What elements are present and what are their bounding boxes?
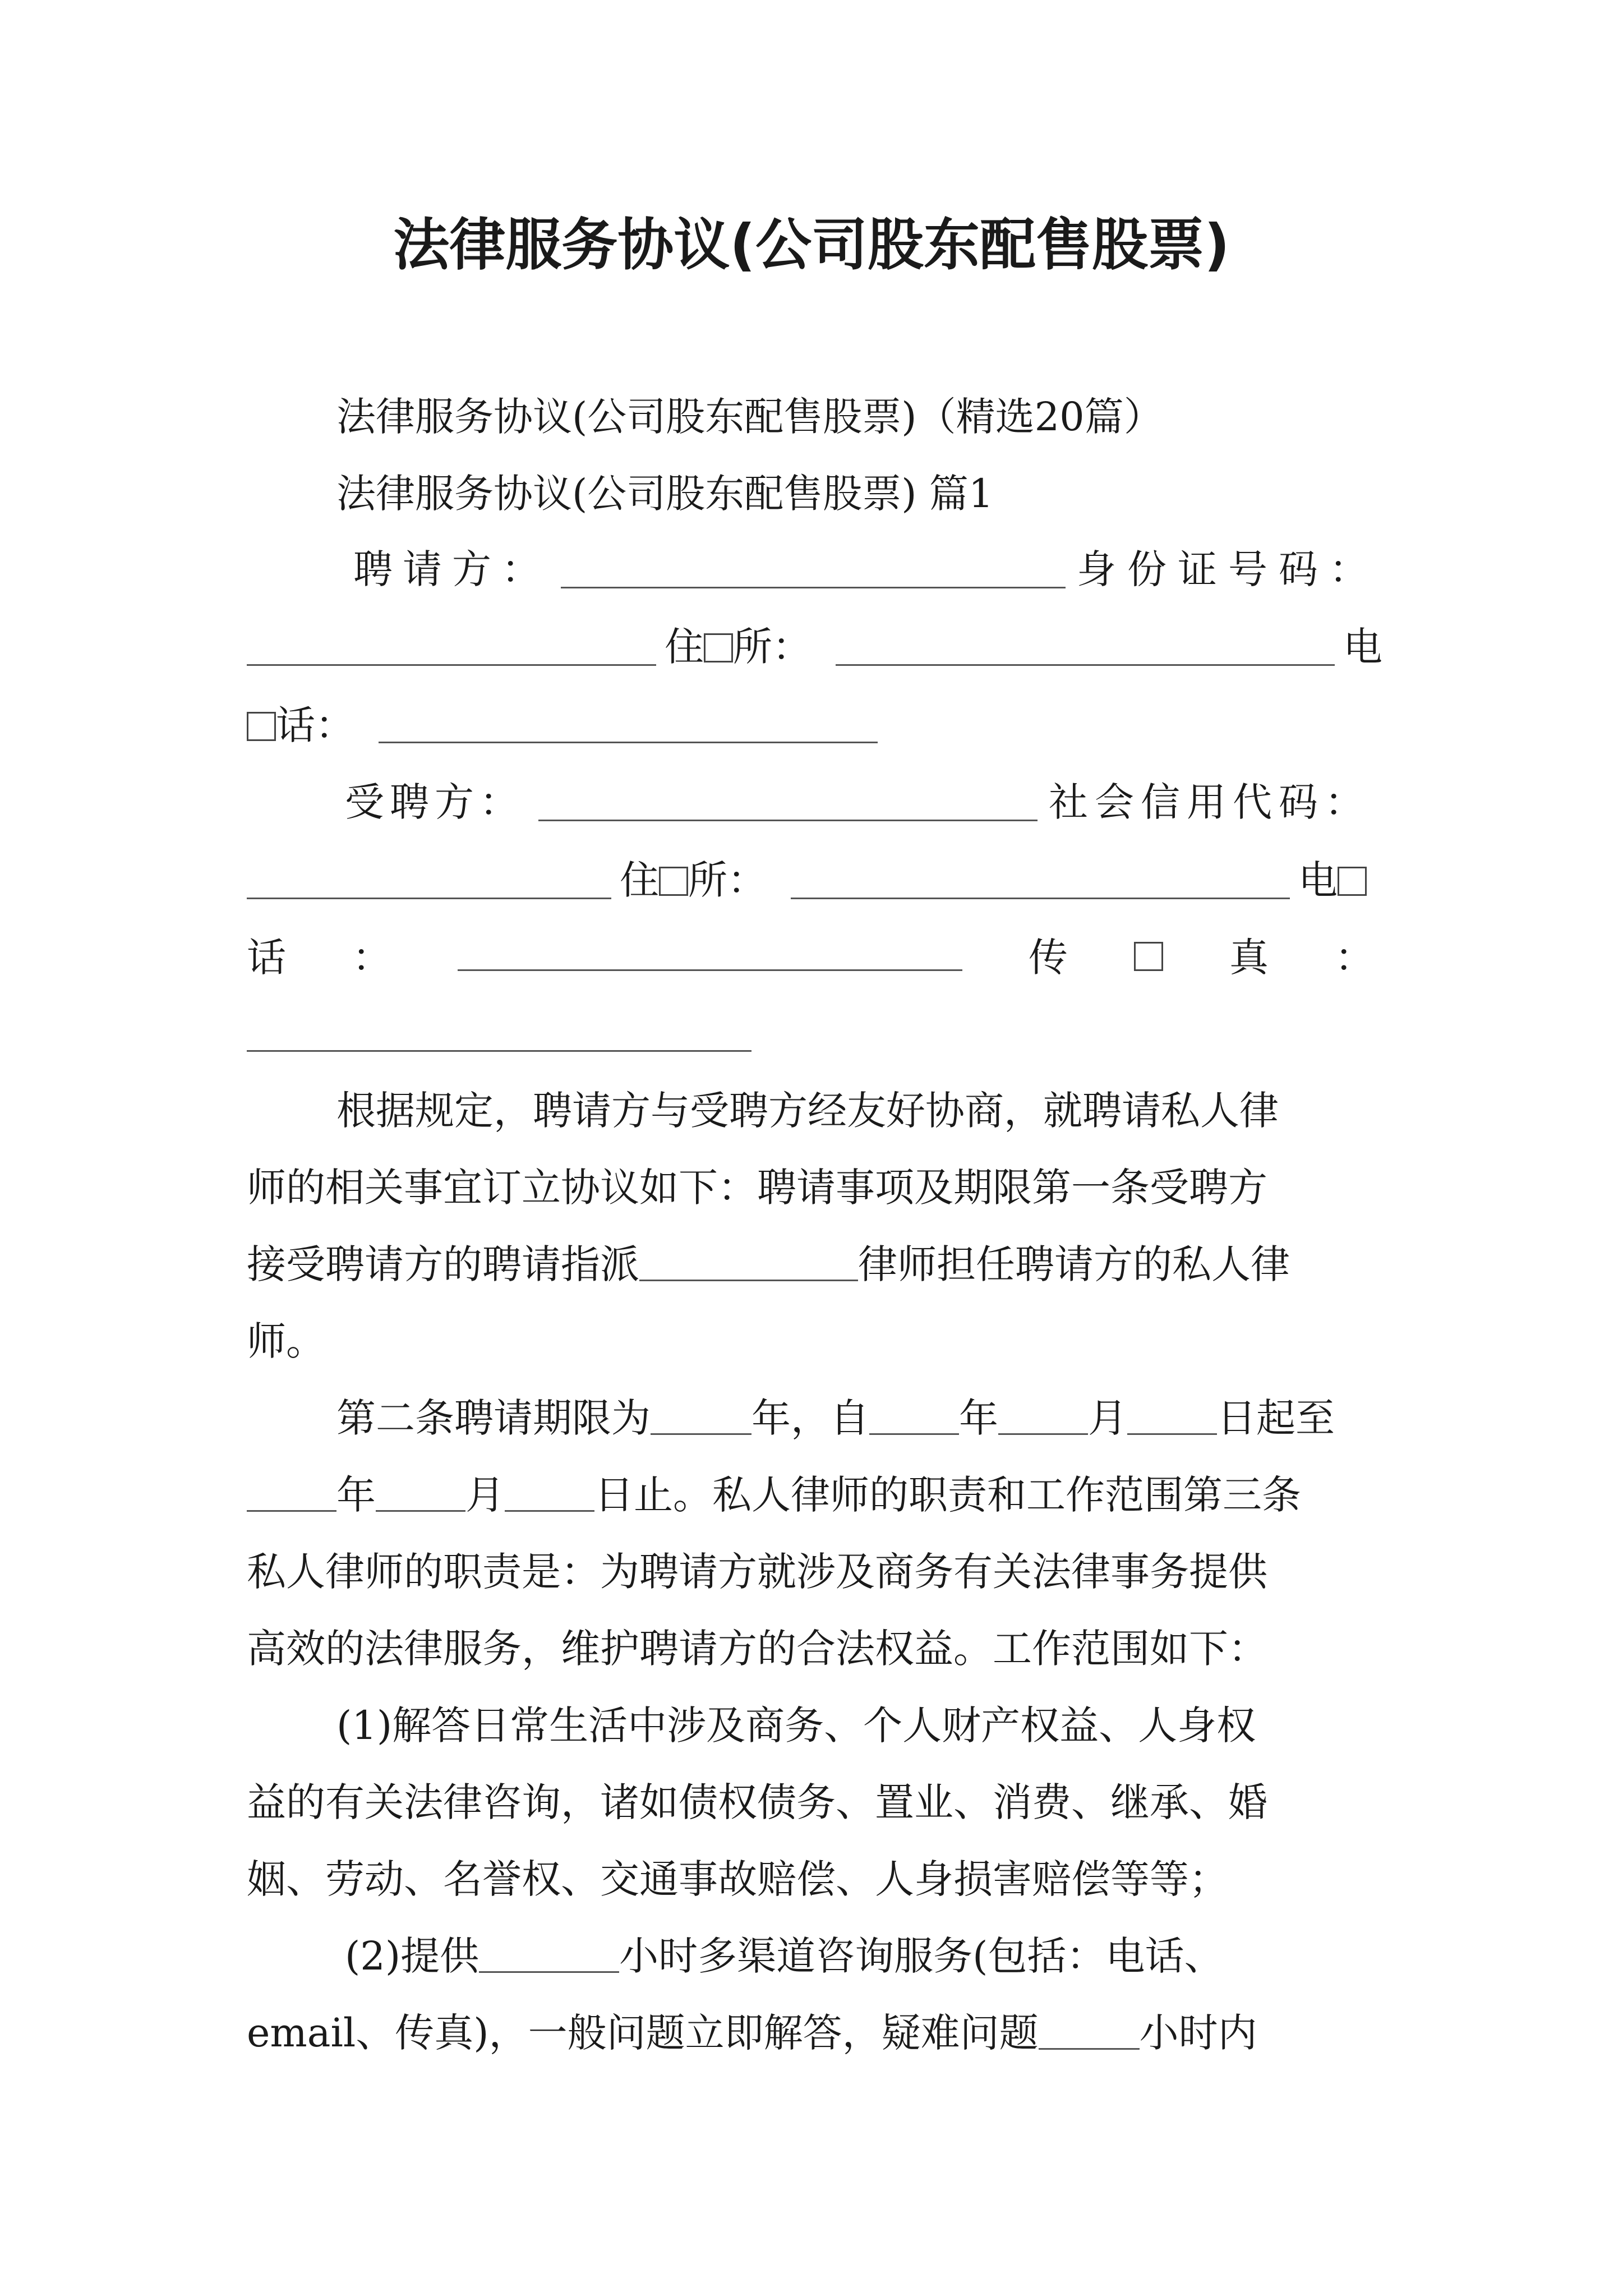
document-title: 法律服务协议(公司股东配售股票) xyxy=(393,212,1230,278)
employer-name-blank xyxy=(561,587,1066,588)
employer-address-label: 住 所： xyxy=(665,624,811,670)
box-icon xyxy=(1338,867,1367,896)
end-year-blank xyxy=(247,1510,336,1512)
box-icon xyxy=(704,633,733,662)
box-icon xyxy=(247,712,276,741)
start-month-blank xyxy=(998,1433,1088,1435)
employee-phone-colon: ： xyxy=(352,935,391,981)
body-text: 接受聘请方的聘请指派 律师担任聘请方的私人律 xyxy=(247,1241,1290,1287)
employee-label: 受聘方： xyxy=(345,779,524,825)
body-text: email、传真)，一般问题立即解答，疑难问题 小时内 xyxy=(247,2010,1257,2056)
end-day-blank xyxy=(505,1510,594,1512)
body-text: 年 月 日止。私人律师的职责和工作范围第三条 xyxy=(247,1467,1301,1523)
body-text: 师。 xyxy=(247,1318,325,1364)
employee-name-blank xyxy=(538,820,1038,821)
employee-fax-blank xyxy=(247,1050,751,1052)
employee-fax-label-b: 真 xyxy=(1229,935,1269,981)
start-year-blank xyxy=(869,1433,959,1435)
body-text: 师的相关事宜订立协议如下：聘请事项及期限第一条受聘方 xyxy=(247,1165,1267,1211)
box-icon xyxy=(659,867,688,896)
article-heading: 法律服务协议(公司股东配售股票) 篇1 xyxy=(336,471,994,517)
term-years-blank xyxy=(651,1433,751,1435)
employer-id-blank xyxy=(247,664,656,666)
service-hours-blank xyxy=(479,1971,619,1973)
employee-phone-blank xyxy=(458,969,962,971)
employee-credit-code-blank xyxy=(247,898,611,899)
box-icon xyxy=(1134,942,1163,971)
employer-id-label: 身份证号码： xyxy=(1077,546,1380,592)
employee-phone-fax-line xyxy=(247,930,1374,986)
body-text: 姻、劳动、名誉权、交通事故赔偿、人身损害赔偿等等； xyxy=(247,1856,1228,1902)
body-text: 私人律师的职责是：为聘请方就涉及商务有关法律事务提供 xyxy=(247,1549,1267,1595)
body-text: (2)提供 小时多渠道咨询服务(包括：电话、 xyxy=(345,1933,1224,1979)
employer-phone-label: 话： xyxy=(247,697,354,753)
employee-fax-label-a: 传 xyxy=(1029,935,1068,981)
employer-phone-label-a: 电 xyxy=(1343,624,1382,670)
employer-address-blank xyxy=(836,664,1335,666)
employer-label: 聘请方： xyxy=(353,546,551,592)
end-month-blank xyxy=(376,1510,465,1512)
employee-address-blank xyxy=(791,898,1290,899)
lawyer-name-blank xyxy=(639,1280,858,1281)
employee-phone-label-a: 电 xyxy=(1298,852,1367,908)
body-text: 高效的法律服务，维护聘请方的合法权益。工作范围如下： xyxy=(247,1626,1267,1672)
employee-credit-code-label: 社会信用代码： xyxy=(1049,779,1371,825)
body-text: 第二条聘请期限为 年，自 年 月 日起至 xyxy=(336,1395,1335,1441)
body-text: (1)解答日常生活中涉及商务、个人财产权益、人身权 xyxy=(336,1703,1256,1749)
start-day-blank xyxy=(1127,1433,1217,1435)
employee-address-label: 住 所： xyxy=(620,857,767,903)
employer-phone-blank xyxy=(379,742,878,743)
subtitle: 法律服务协议(公司股东配售股票)（精选20篇） xyxy=(336,394,1163,440)
employee-phone-label-b: 话 xyxy=(247,935,286,981)
body-text: 益的有关法律咨询，诸如债权债务、置业、消费、继承、婚 xyxy=(247,1779,1267,1825)
body-text: 根据规定，聘请方与受聘方经友好协商，就聘请私人律 xyxy=(336,1088,1279,1134)
response-hours-blank xyxy=(1039,2048,1140,2050)
employee-fax-colon: ： xyxy=(1335,935,1374,981)
